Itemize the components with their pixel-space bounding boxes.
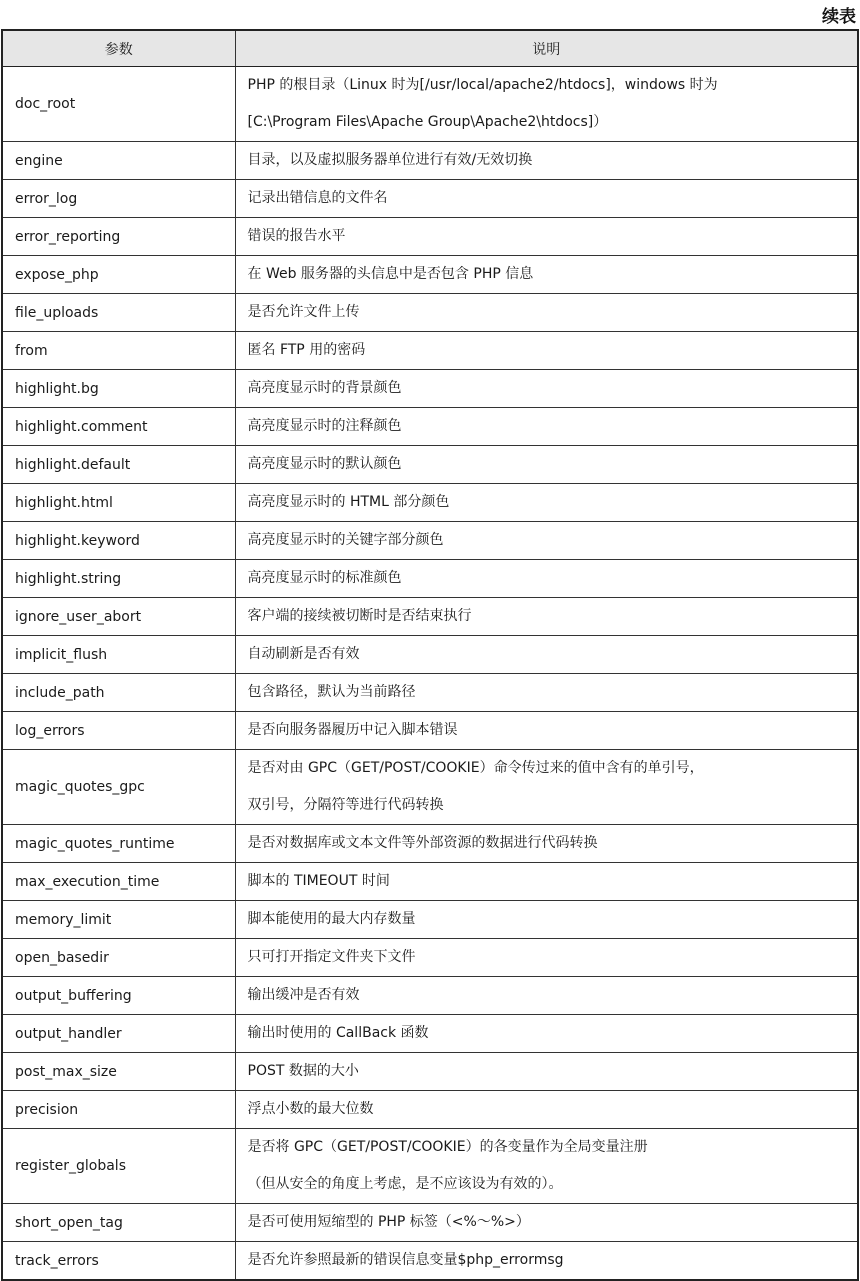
param-name-cell: output_buffering xyxy=(2,977,235,1015)
description-line: 是否向服务器履历中记入脚本错误 xyxy=(247,722,458,738)
table-row xyxy=(2,825,858,863)
description-cell xyxy=(235,332,858,370)
description-cell xyxy=(235,1053,858,1091)
table-row xyxy=(2,1204,858,1242)
table-row xyxy=(2,256,858,294)
description-cell xyxy=(235,636,858,674)
table-row xyxy=(2,750,858,825)
description-cell xyxy=(235,750,858,825)
description-line: 高亮度显示时的默认颜色 xyxy=(247,456,402,472)
param-name-cell: highlight.keyword xyxy=(2,522,235,560)
description-line: 是否允许文件上传 xyxy=(247,304,360,320)
table-row xyxy=(2,901,858,939)
description-cell xyxy=(235,256,858,294)
description-cell xyxy=(235,484,858,522)
param-name-cell: error_reporting xyxy=(2,218,235,256)
table-row xyxy=(2,1015,858,1053)
param-name-cell: implicit_flush xyxy=(2,636,235,674)
table-row xyxy=(2,408,858,446)
table-row xyxy=(2,863,858,901)
description-cell xyxy=(235,977,858,1015)
param-name-cell: include_path xyxy=(2,674,235,712)
description-line: 浮点小数的最大位数 xyxy=(247,1101,374,1117)
param-name-cell: magic_quotes_gpc xyxy=(2,750,235,825)
table-row xyxy=(2,332,858,370)
param-name-cell: log_errors xyxy=(2,712,235,750)
table-row xyxy=(2,712,858,750)
description-line: 只可打开指定文件夹下文件 xyxy=(247,949,416,965)
description-line: 目录，以及虚拟服务器单位进行有效/无效切换 xyxy=(247,152,533,168)
description-line: POST 数据的大小 xyxy=(247,1063,359,1079)
description-line: 是否对数据库或文本文件等外部资源的数据进行代码转换 xyxy=(247,835,598,851)
description-line: 高亮度显示时的标准颜色 xyxy=(247,570,402,586)
description-cell xyxy=(235,370,858,408)
description-cell xyxy=(235,674,858,712)
description-cell xyxy=(235,294,858,332)
param-name-cell: doc_root xyxy=(2,67,235,142)
description-line: 自动刷新是否有效 xyxy=(247,646,360,662)
column-header-desc: 说明 xyxy=(235,30,858,67)
param-name-cell: highlight.default xyxy=(2,446,235,484)
description-line: 包含路径，默认为当前路径 xyxy=(247,684,416,700)
description-cell xyxy=(235,1242,858,1281)
description-cell xyxy=(235,67,858,142)
description-line: 是否允许参照最新的错误信息变量$php_errormsg xyxy=(247,1252,564,1268)
param-name-cell: precision xyxy=(2,1091,235,1129)
description-cell xyxy=(235,1015,858,1053)
table-row xyxy=(2,674,858,712)
table-row xyxy=(2,1242,858,1281)
description-cell xyxy=(235,825,858,863)
param-name-cell: file_uploads xyxy=(2,294,235,332)
table-row xyxy=(2,180,858,218)
table-row xyxy=(2,370,858,408)
param-name-cell: max_execution_time xyxy=(2,863,235,901)
description-line: （但从安全的角度上考虑，是不应该设为有效的）。 xyxy=(247,1176,563,1192)
description-line: 高亮度显示时的注释颜色 xyxy=(247,418,402,434)
param-name-cell: highlight.string xyxy=(2,560,235,598)
param-name-cell: highlight.comment xyxy=(2,408,235,446)
description-cell xyxy=(235,598,858,636)
param-name-cell: ignore_user_abort xyxy=(2,598,235,636)
param-name-cell: short_open_tag xyxy=(2,1204,235,1242)
description-cell xyxy=(235,408,858,446)
description-cell xyxy=(235,1091,858,1129)
description-line: 脚本的 TIMEOUT 时间 xyxy=(247,873,390,889)
table-row xyxy=(2,218,858,256)
description-line: 客户端的接续被切断时是否结束执行 xyxy=(247,608,472,624)
param-name-cell: magic_quotes_runtime xyxy=(2,825,235,863)
param-name-cell: register_globals xyxy=(2,1129,235,1204)
description-line: 在 Web 服务器的头信息中是否包含 PHP 信息 xyxy=(247,266,534,282)
table-body xyxy=(2,67,858,1281)
description-line: 高亮度显示时的关键字部分颜色 xyxy=(247,532,444,548)
description-cell xyxy=(235,939,858,977)
table-row xyxy=(2,1091,858,1129)
table-row xyxy=(2,977,858,1015)
param-name-cell: expose_php xyxy=(2,256,235,294)
description-line: 记录出错信息的文件名 xyxy=(247,190,388,206)
table-row xyxy=(2,636,858,674)
description-cell xyxy=(235,180,858,218)
table-row xyxy=(2,1129,858,1204)
description-line: 是否将 GPC（GET/POST/COOKIE）的各变量作为全局变量注册 xyxy=(247,1139,648,1155)
table-row xyxy=(2,522,858,560)
description-cell xyxy=(235,446,858,484)
table-row xyxy=(2,484,858,522)
description-cell xyxy=(235,712,858,750)
table-row xyxy=(2,446,858,484)
table-row xyxy=(2,598,858,636)
column-header-param: 参数 xyxy=(2,30,235,67)
description-cell xyxy=(235,522,858,560)
description-cell xyxy=(235,218,858,256)
param-name-cell: highlight.html xyxy=(2,484,235,522)
param-name-cell: from xyxy=(2,332,235,370)
param-name-cell: engine xyxy=(2,142,235,180)
param-name-cell: memory_limit xyxy=(2,901,235,939)
param-name-cell: post_max_size xyxy=(2,1053,235,1091)
table-row xyxy=(2,560,858,598)
description-line: 脚本能使用的最大内存数量 xyxy=(247,911,416,927)
description-line: 错误的报告水平 xyxy=(247,228,346,244)
description-line: 高亮度显示时的 HTML 部分颜色 xyxy=(247,494,450,510)
description-cell xyxy=(235,560,858,598)
description-cell xyxy=(235,1204,858,1242)
description-line: 是否可使用短缩型的 PHP 标签（<%～%>） xyxy=(247,1214,530,1230)
description-line: 匿名 FTP 用的密码 xyxy=(247,342,366,358)
description-cell xyxy=(235,1129,858,1204)
description-line: 双引号，分隔符等进行代码转换 xyxy=(247,797,444,813)
param-name-cell: error_log xyxy=(2,180,235,218)
table-row xyxy=(2,939,858,977)
param-name-cell: highlight.bg xyxy=(2,370,235,408)
param-name-cell: open_basedir xyxy=(2,939,235,977)
description-line: PHP 的根目录（Linux 时为[/usr/local/apache2/htdocs]，windows 时为 xyxy=(247,77,718,93)
description-line: 输出时使用的 CallBack 函数 xyxy=(247,1025,429,1041)
param-name-cell: output_handler xyxy=(2,1015,235,1053)
description-line: 是否对由 GPC（GET/POST/COOKIE）命令传过来的值中含有的单引号， xyxy=(247,760,704,776)
description-line: 输出缓冲是否有效 xyxy=(247,987,360,1003)
description-cell xyxy=(235,863,858,901)
description-line: [C:\Program Files\Apache Group\Apache2\htdocs]） xyxy=(247,114,608,130)
description-line: 高亮度显示时的背景颜色 xyxy=(247,380,402,396)
table-header-row xyxy=(2,30,858,67)
table-row xyxy=(2,67,858,142)
continued-label: 续表 xyxy=(822,7,856,27)
parameter-table xyxy=(1,29,859,1281)
description-cell xyxy=(235,901,858,939)
description-cell xyxy=(235,142,858,180)
table-row xyxy=(2,142,858,180)
table-row xyxy=(2,1053,858,1091)
table-row xyxy=(2,294,858,332)
param-name-cell: track_errors xyxy=(2,1242,235,1281)
